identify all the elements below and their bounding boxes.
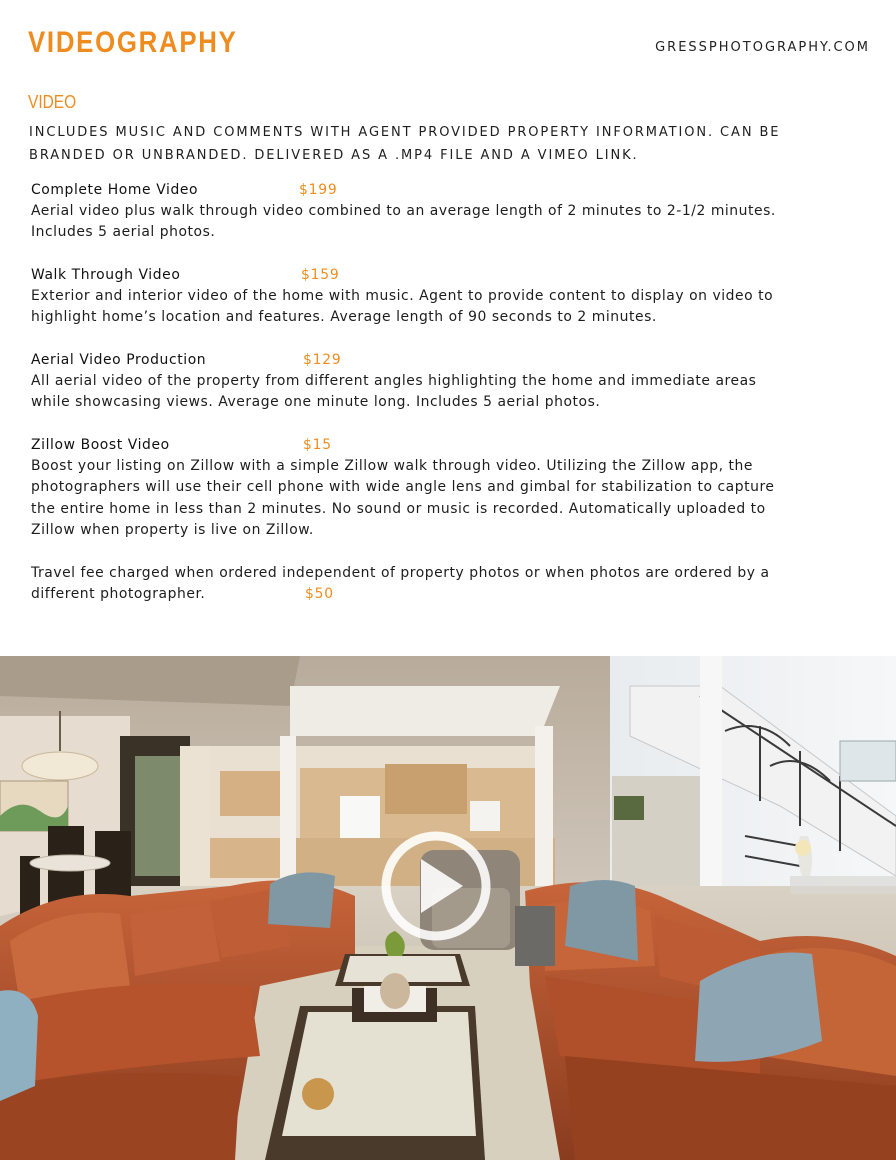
travel-line: different photographer. xyxy=(31,586,206,603)
description-line: Zillow when property is live on Zillow. xyxy=(31,521,314,538)
service-name: Zillow Boost Video xyxy=(31,437,170,453)
intro-line: INCLUDES MUSIC AND COMMENTS WITH AGENT PROVIDED PROPERTY INFORMATION. CAN BE xyxy=(29,125,781,140)
description-line: the entire home in less than 2 minutes. No sound or music is recorded. Automatically uploaded to xyxy=(31,500,766,517)
description-line: Includes 5 aerial photos. xyxy=(31,224,216,241)
section-intro xyxy=(29,121,859,167)
section-heading: VIDEO xyxy=(28,92,77,112)
travel-price: $50 xyxy=(305,586,334,602)
description-line: All aerial video of the property from different angles highlighting the home and immediate areas xyxy=(31,373,757,389)
service-price: $129 xyxy=(303,352,342,368)
page-title: VIDEOGRAPHY xyxy=(28,26,238,59)
description-line: highlight home’s location and features. Average length of 90 seconds to 2 minutes. xyxy=(31,309,657,326)
travel-line: Travel fee charged when ordered independent of property photos or when photos are ordered by a xyxy=(31,565,770,581)
service-name: Aerial Video Production xyxy=(31,352,207,368)
description-line: Exterior and interior video of the home with music. Agent to provide content to display on video to xyxy=(31,288,774,304)
description-line: photographers will use their cell phone with wide angle lens and gimbal for stabilization to capture xyxy=(31,479,775,496)
service-price: $199 xyxy=(299,182,338,198)
intro-line: BRANDED OR UNBRANDED. DELIVERED AS A .MP4 FILE AND A VIMEO LINK. xyxy=(29,148,639,163)
service-name: Complete Home Video xyxy=(31,182,199,198)
service-description xyxy=(31,371,861,414)
service-name: Walk Through Video xyxy=(31,267,181,283)
service-description xyxy=(31,286,861,329)
description-line: Boost your listing on Zillow with a simple Zillow walk through video. Utilizing the Zillow app, the xyxy=(31,458,753,474)
travel-fee-note xyxy=(31,563,861,606)
play-icon[interactable] xyxy=(381,831,491,941)
service-price: $159 xyxy=(301,267,340,283)
service-description xyxy=(31,456,861,541)
service-price: $15 xyxy=(303,437,332,453)
video-player[interactable] xyxy=(0,656,896,1160)
description-line: Aerial video plus walk through video combined to an average length of 2 minutes to 2-1/2 minutes. xyxy=(31,203,776,219)
description-line: while showcasing views. Average one minute long. Includes 5 aerial photos. xyxy=(31,394,601,411)
service-description xyxy=(31,201,861,244)
website-link[interactable]: GRESSPHOTOGRAPHY.COM xyxy=(655,40,870,55)
